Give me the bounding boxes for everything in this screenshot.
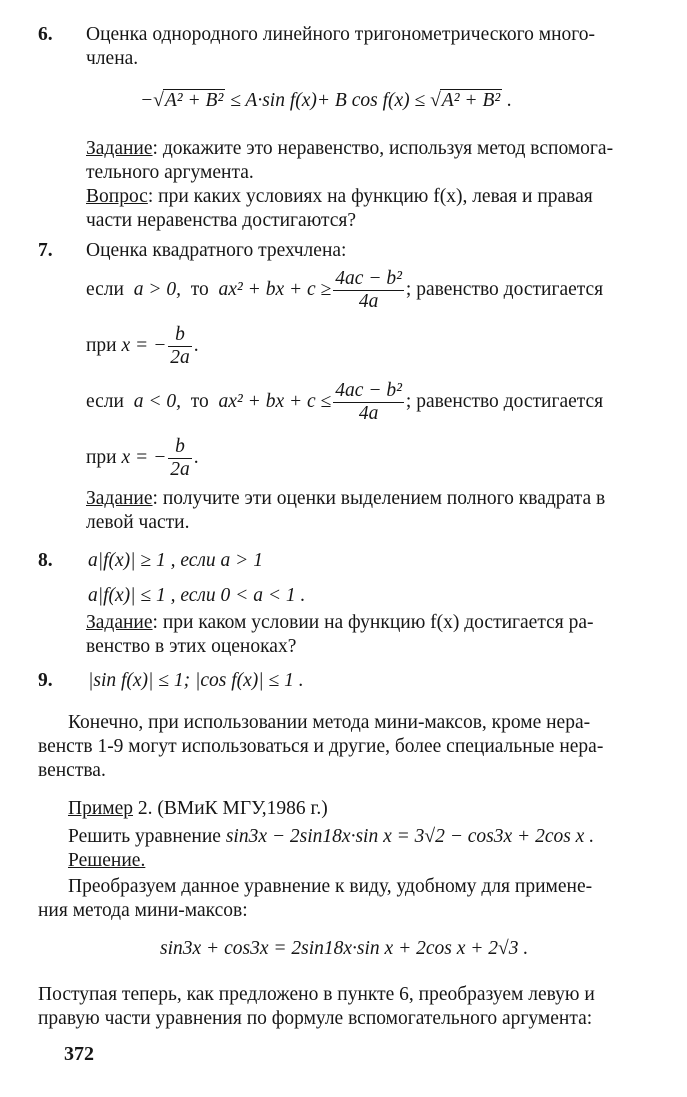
item-number: 8. (38, 550, 53, 571)
case-tail: ; равенство достигается (405, 278, 604, 300)
paragraph-line: Конечно, при использовании метода мини-максов, кроме нера- (68, 712, 591, 733)
exp-estimate-2: a|f(x)| ≤ 1 , если 0 < a < 1 . (88, 585, 306, 606)
fraction (168, 324, 192, 369)
solve-prefix: Решить уравнение (68, 826, 226, 847)
case-x: x = − (121, 334, 167, 356)
task-label: Задание (86, 612, 153, 633)
formula-end: . (502, 90, 512, 111)
example-label: Пример (68, 798, 134, 819)
transform-text: Преобразуем данное уравнение к виду, удобному для примене- (68, 876, 593, 897)
case-tail: ; равенство достигается (405, 390, 604, 412)
formula-radicand-right: A² + B² (441, 90, 501, 111)
fraction-numerator: 4ac − b² (335, 268, 402, 289)
formula-radicand: A² + B² (164, 90, 224, 111)
case-condition: a > 0, (133, 278, 182, 300)
case-then: то (190, 278, 209, 300)
item-title-cont: члена. (86, 48, 139, 69)
task-line (86, 136, 613, 161)
case-lhs: ax² + bx + c ≥ (218, 278, 332, 300)
case-lhs: ax² + bx + c ≤ (218, 390, 332, 412)
fraction-numerator: 4ac − b² (335, 380, 402, 401)
fraction (333, 268, 404, 313)
item-number: 9. (38, 670, 53, 691)
fraction-denominator: 2a (170, 459, 190, 480)
paragraph-line: венств 1-9 могут использоваться и другие, более специальные нера- (38, 736, 604, 757)
example-equation: sin3x − 2sin18x·sin x = 3√2 − cos3x + 2cos x . (225, 826, 595, 847)
case1-at-line: при x = − $\frac{b}{2a}$ . (86, 324, 199, 368)
case-at: при (86, 446, 117, 468)
fraction (333, 380, 404, 425)
question-label: Вопрос (86, 186, 148, 207)
case-then: то (190, 390, 209, 412)
formula-estimate: −√A² + B² ≤ A·sin f(x)+ B cos f(x) ≤ √A² + B² . (140, 90, 512, 111)
formula-middle: ≤ A·sin f(x)+ B cos f(x) ≤ (225, 90, 431, 111)
item-number: 7. (38, 240, 53, 261)
transform-text-cont: ния метода мини-максов: (38, 900, 248, 921)
paragraph-line: венства. (38, 760, 106, 781)
case2-line (86, 380, 603, 425)
task-text: : докажите это неравенство, используя метод вспомога- (152, 138, 614, 159)
case1-line (86, 268, 603, 313)
formula-neg: − (140, 90, 154, 111)
case-if: если (86, 278, 124, 300)
case-at: при (86, 334, 117, 356)
question-text-cont: части неравенства достигаются? (86, 210, 357, 231)
fraction-numerator: b (168, 436, 192, 459)
question-text: : при каких условиях на функцию f(x), левая и правая (147, 186, 593, 207)
solution-label: Решение. (68, 850, 146, 871)
case-x: x = − (121, 446, 167, 468)
example-title-rest: 2. (ВМиК МГУ,1986 г.) (133, 798, 328, 819)
task-label: Задание (86, 138, 153, 159)
example-title (68, 796, 328, 821)
task-text-cont: тельного аргумента. (86, 162, 254, 183)
fraction-denominator: 2a (170, 347, 190, 368)
task-line (86, 610, 594, 635)
item-title: Оценка однородного линейного тригонометрического много- (86, 24, 596, 45)
case-if: если (86, 390, 124, 412)
task-label: Задание (86, 488, 153, 509)
task-text: : получите эти оценки выделением полного квадрата в (152, 488, 606, 509)
page-number: 372 (64, 1043, 94, 1065)
fraction-denominator: 4a (358, 291, 379, 312)
task-text-cont: левой части. (86, 512, 190, 533)
case2-at-line: при x = − $\frac{b}{2a}$ . (86, 436, 199, 480)
exp-estimate-1: a|f(x)| ≥ 1 , если a > 1 (88, 550, 263, 571)
item-number: 6. (38, 24, 53, 45)
example-task (68, 824, 594, 849)
task-line (86, 486, 605, 511)
task-text-cont: венство в этих оценоках? (86, 636, 297, 657)
task-text: : при каком условии на функцию f(x) достигается ра- (152, 612, 594, 633)
fraction-numerator: b (168, 324, 192, 347)
closing-line: правую части уравнения по формуле вспомогательного аргумента: (38, 1008, 593, 1029)
question-line (86, 184, 593, 209)
closing-line: Поступая теперь, как предложено в пункте 6, преобразуем левую и (38, 984, 595, 1005)
case-condition: a < 0, (133, 390, 182, 412)
transformed-equation: sin3x + cos3x = 2sin18x·sin x + 2cos x + 2√3 . (160, 938, 529, 959)
trig-bounds: |sin f(x)| ≤ 1; |cos f(x)| ≤ 1 . (88, 670, 304, 691)
fraction-denominator: 4a (358, 403, 379, 424)
fraction (168, 436, 192, 481)
item-title: Оценка квадратного трехчлена: (86, 240, 347, 261)
